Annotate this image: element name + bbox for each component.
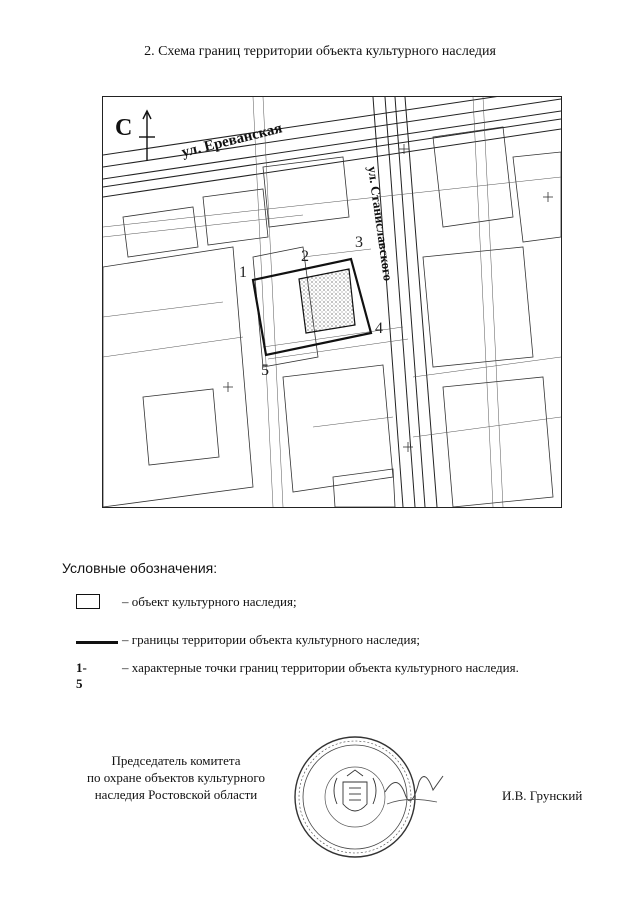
site-plan-drawing xyxy=(103,97,561,507)
site-plan-map xyxy=(102,96,562,508)
point-label-4: 4 xyxy=(375,320,383,337)
legend-line-symbol xyxy=(76,641,118,644)
street-band-1 xyxy=(103,97,561,197)
street-label-stanislavskogo: ул. Станиславского xyxy=(365,165,396,282)
document-heading: 2. Схема границ территории объекта культурного наследия xyxy=(144,44,496,59)
legend-title: Условные обозначения: xyxy=(62,560,218,576)
street-label-ereванskaya: ул. Ереванская xyxy=(180,120,284,161)
point-label-2: 2 xyxy=(301,248,309,265)
north-arrow xyxy=(139,111,155,161)
legend-item-text: – объект культурного наследия; xyxy=(122,594,297,609)
signer-name: И.В. Грунский xyxy=(502,788,583,803)
point-label-3: 3 xyxy=(355,234,363,251)
legend-item-text: – границы территории объекта культурного наследия; xyxy=(122,632,421,647)
legend-points-label: 1-5 xyxy=(76,660,87,691)
legend-box-symbol xyxy=(76,594,100,609)
legend-item-text: – характерные точки границ территории объекта культурного наследия. xyxy=(122,660,519,675)
point-label-5: 5 xyxy=(261,362,269,379)
heritage-object xyxy=(299,269,355,333)
signer-title: Председатель комитета по охране объектов культурного наследия Ростовской области xyxy=(87,753,265,802)
north-label: С xyxy=(115,115,133,141)
official-seal xyxy=(287,732,447,867)
point-label-1: 1 xyxy=(239,264,247,281)
